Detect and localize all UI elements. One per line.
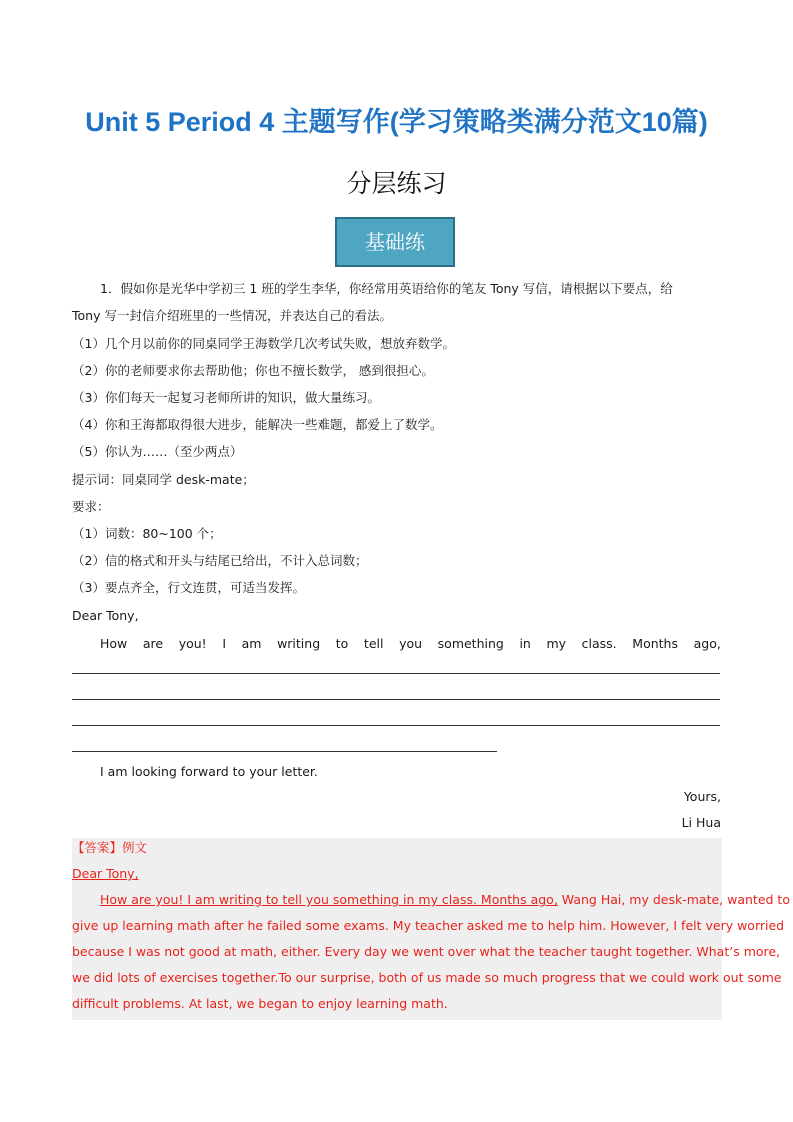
letter-signature: Li Hua bbox=[681, 815, 721, 830]
answer-blank-line bbox=[72, 673, 720, 674]
answer-line-4: we did lots of exercises together.To our surprise, both of us made so much progress that we could work out some bbox=[72, 970, 782, 985]
requirement-3: （3）要点齐全，行文连贯，可适当发挥。 bbox=[72, 580, 305, 595]
answer-greeting: Dear Tony, bbox=[72, 866, 139, 881]
opening-word: I bbox=[222, 636, 226, 651]
opening-word: something bbox=[437, 636, 504, 651]
level-badge: 基础练 bbox=[335, 217, 455, 267]
answer-line-2: give up learning math after he failed some exams. My teacher asked me to help him. However, I felt very worried bbox=[72, 918, 785, 933]
answer-underlined-opening: How are you! I am writing to tell you something in my class. Months ago, bbox=[100, 892, 558, 907]
answer-line-5: difficult problems. At last, we began to enjoy learning math. bbox=[72, 996, 448, 1011]
answer-line-1 bbox=[100, 892, 790, 908]
answer-label: 【答案】例文 bbox=[72, 840, 148, 855]
requirement-2: （2）信的格式和开头与结尾已给出，不计入总词数； bbox=[72, 553, 368, 568]
question-text-line-1: 1．假如你是光华中学初三 1 班的学生李华，你经常用英语给你的笔友 Tony 写信，请根据以下要点，给 bbox=[100, 281, 673, 296]
opening-word: writing bbox=[277, 636, 321, 651]
answer-blank-line bbox=[72, 699, 720, 700]
opening-word: am bbox=[241, 636, 262, 651]
point-1: （1）几个月以前你的同桌同学王海数学几次考试失败，想放弃数学。 bbox=[72, 336, 455, 351]
opening-word: are bbox=[142, 636, 164, 651]
document-title: Unit 5 Period 4 主题写作(学习策略类满分范文10篇) bbox=[85, 107, 708, 137]
answer-blank-line bbox=[72, 751, 497, 752]
requirements-title: 要求： bbox=[72, 499, 110, 514]
opening-word: tell bbox=[363, 636, 384, 651]
point-5: （5）你认为……（至少两点） bbox=[72, 444, 243, 459]
letter-opening-line bbox=[100, 636, 721, 651]
letter-greeting: Dear Tony, bbox=[72, 608, 139, 623]
opening-word: to bbox=[335, 636, 349, 651]
letter-yours: Yours, bbox=[683, 789, 721, 804]
opening-word: How bbox=[100, 636, 128, 651]
point-4: （4）你和王海都取得很大进步，能解决一些难题，都爱上了数学。 bbox=[72, 417, 443, 432]
opening-word: in bbox=[519, 636, 531, 651]
point-3: （3）你们每天一起复习老师所讲的知识，做大量练习。 bbox=[72, 390, 380, 405]
point-2: （2）你的老师要求你去帮助他；你也不擅长数学， 感到很担心。 bbox=[72, 363, 434, 378]
answer-line-1-rest: Wang Hai, my desk-mate, wanted to bbox=[557, 892, 790, 907]
hint-text: 提示词：同桌同学 desk-mate； bbox=[72, 472, 255, 487]
opening-word: my bbox=[546, 636, 567, 651]
opening-word: you bbox=[399, 636, 423, 651]
opening-word: ago, bbox=[693, 636, 721, 651]
opening-word: you! bbox=[178, 636, 207, 651]
requirement-1: （1）词数：80~100 个； bbox=[72, 526, 222, 541]
question-text-line-2: Tony 写一封信介绍班里的一些情况，并表达自己的看法。 bbox=[72, 308, 392, 323]
answer-line-3: because I was not good at math, either. Every day we went over what the teacher taught together. What’s more, bbox=[72, 944, 781, 959]
answer-blank-line bbox=[72, 725, 720, 726]
section-subtitle: 分层练习 bbox=[346, 169, 447, 198]
opening-word: class. bbox=[581, 636, 617, 651]
letter-closing-line: I am looking forward to your letter. bbox=[100, 764, 318, 779]
opening-word: Months bbox=[632, 636, 678, 651]
